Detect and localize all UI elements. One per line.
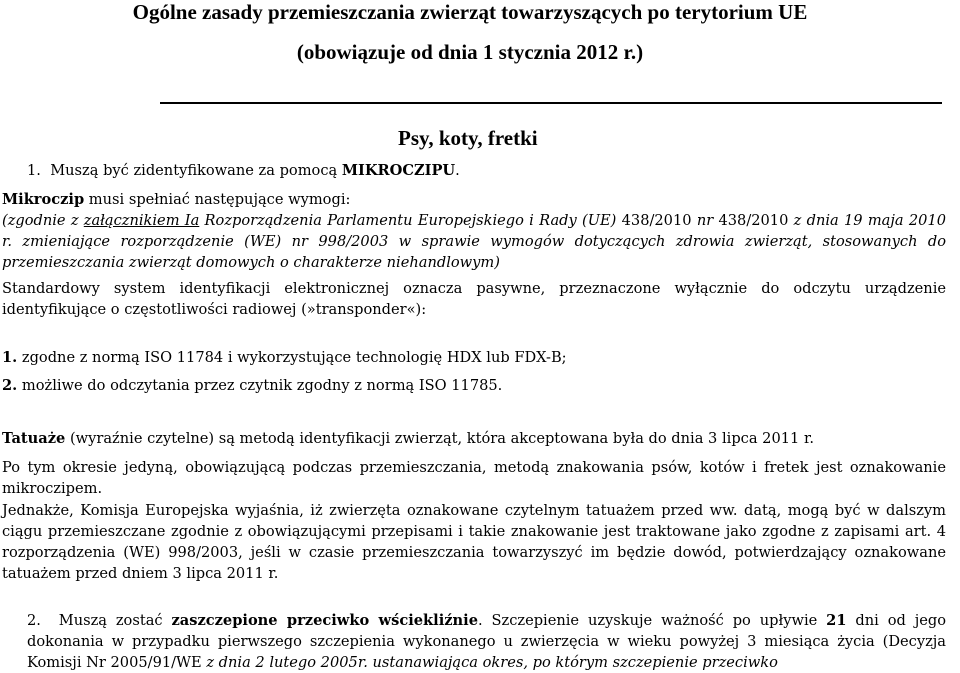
horizontal-rule (160, 102, 942, 104)
legal-ref-num1: 438/2010 (621, 212, 692, 229)
item-1-tail: . (455, 162, 460, 179)
annex-link[interactable]: załącznikiem Ia (83, 212, 200, 229)
standard-item-1-number: 1. (2, 349, 18, 366)
item-1-bold: MIKROCZIPU (341, 162, 456, 179)
standard-item-2-number: 2. (2, 377, 18, 394)
standard-item-2-text: możliwe do odczytania przez czytnik zgodny z normą ISO 11785. (17, 377, 503, 394)
legal-reference (2, 210, 946, 273)
legal-ref-nr: nr (691, 212, 719, 229)
legal-ref-pre: (zgodnie z (2, 212, 84, 229)
item-1 (27, 160, 960, 181)
standard-system-text: Standardowy system identyfikacji elektronicznej oznacza pasywne, przeznaczone wyłącznie do odczytu urządzenie identyfikujące o częstotliwości radiowej (»transponder«): (2, 280, 946, 318)
item-1-number: 1. (27, 162, 41, 179)
standard-item-1-text: zgodne z normą ISO 11784 i wykorzystujące technologię HDX lub FDX-B; (17, 349, 567, 366)
tattoo-text: (wyraźnie czytelne) są metodą identyfikacji zwierząt, która akceptowana była do dnia 3 lipca 2011 r. (65, 430, 814, 447)
legal-ref-num2: 438/2010 (718, 212, 789, 229)
item-2-days: 21 (826, 612, 847, 629)
document-title: Ogólne zasady przemieszczania zwierząt towarzyszących po terytorium UE (132, 0, 808, 24)
tattoo-paragraph (2, 428, 946, 449)
standard-item-2 (2, 375, 946, 396)
item-2 (27, 610, 946, 673)
tattoo-bold: Tatuaże (2, 430, 66, 447)
document-subtitle: (obowiązuje od dnia 1 stycznia 2012 r.) (296, 40, 644, 64)
commission-paragraph: Jednakże, Komisja Europejska wyjaśnia, iż zwierzęta oznakowane czytelnym tatuażem przed ww. datą, mogą być w dalszym ciągu przemieszczane zgodnie z obowiązującymi przepisami i takie znakowanie jest traktowane jako zgodne z zapisami art. 4 rozporządzenia (WE) 998/2003, jeśli w czasie przemieszczania towarzyszyć im będzie dowód, potwierdzający oznakowane tatuażem przed dniem 3 lipca 2011 r. (2, 502, 946, 582)
item-2-number: 2. (27, 612, 41, 629)
legal-ref-rest: z dnia 19 maja 2010 r. zmieniające rozporządzenie (WE) nr 998/2003 w sprawie wymogów dotyczących zdrowia zwierząt, stosowanych do przemieszczania zwierząt domowych o charakterze niehandlowym) (2, 212, 947, 271)
chip-requirements-text: musi spełniać następujące wymogi: (84, 191, 351, 208)
legal-ref-mid: Rozporządzenia Parlamentu Europejskiego i Rady (UE) (199, 212, 622, 229)
chip-requirements (2, 189, 946, 210)
item-2-pre: Muszą zostać (58, 612, 172, 629)
section-heading: Psy, koty, fretki (398, 126, 538, 150)
chip-requirements-bold: Mikroczip (2, 191, 85, 208)
item-2-bold: zaszczepione przeciwko wściekliźnie (171, 612, 478, 629)
after-period-paragraph: Po tym okresie jedyną, obowiązującą podczas przemieszczania, metodą znakowania psów, kotów i fretek jest oznakowanie mikroczipem. (2, 459, 946, 497)
item-2-italic-1: z dnia 2 lutego 2005r. (206, 654, 368, 671)
item-2-mid: . Szczepienie uzyskuje ważność po upływie (477, 612, 827, 629)
item-2-italic-2: ustanawiająca okres, po którym szczepienie przeciwko (372, 654, 778, 671)
standard-item-1 (2, 347, 946, 368)
item-1-text: Muszą być zidentyfikowane za pomocą (50, 162, 342, 179)
item-2-rest: dni od jego dokonania w przypadku pierwszego szczepienia wykonanego u zwierzęcia w wieku powyżej 3 miesiąca życia (Decyzja Komisji Nr 2005/91/WE (27, 612, 947, 671)
